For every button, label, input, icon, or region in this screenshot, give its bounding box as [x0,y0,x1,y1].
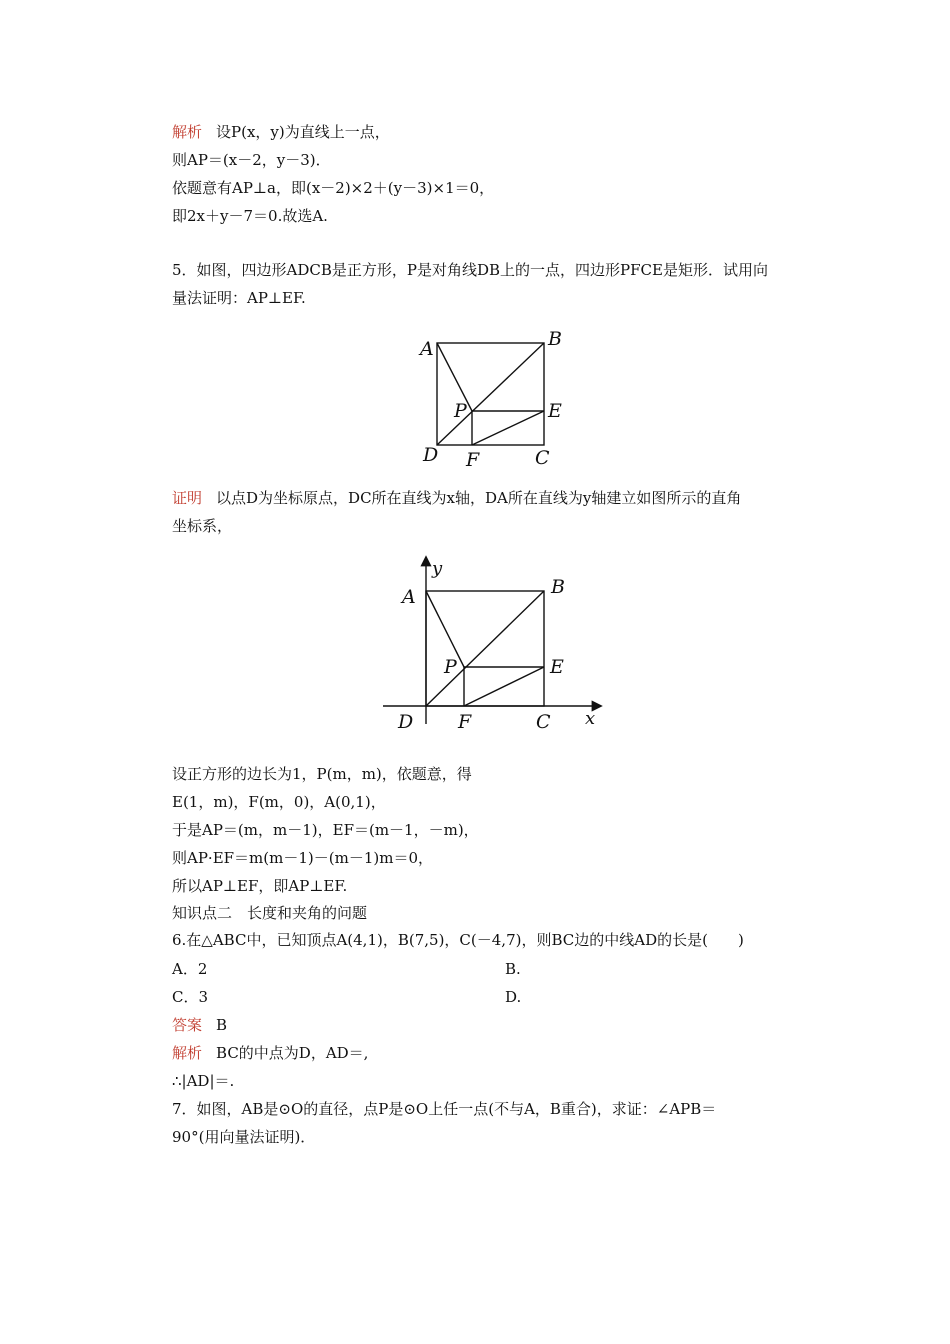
axis-label-x: x [585,708,596,729]
answer-label: 答案 [172,1016,203,1034]
label-b: B [548,328,562,350]
proof-body-line-5: 所以AP⊥EF，即AP⊥EF. [172,877,348,895]
explanation-label: 解析 [172,1044,203,1062]
proof-line-2: 坐标系， [172,517,233,535]
label-c: C [536,711,551,733]
label-b: B [551,576,565,598]
label-p: P [454,400,467,422]
text: BC的中点为D，AD＝, [216,1044,369,1062]
label-e: E [550,656,564,678]
figure-coordinate-system [368,546,618,756]
proof-body-line-1: 设正方形的边长为1，P(m，m)，依题意，得 [172,765,472,783]
knowledge-point-heading: 知识点二 长度和夹角的问题 [172,904,368,922]
explanation-line-1 [172,1042,368,1064]
label-f: F [466,449,480,471]
proof-label: 证明 [172,489,203,507]
question-7-line-2: 90°(用向量法证明)． [172,1128,316,1146]
label-a: A [402,586,416,608]
label-d: D [423,444,439,466]
label-c: C [535,447,550,469]
axis-label-y: y [432,558,443,579]
text: 以点D为坐标原点，DC所在直线为x轴，DA所在直线为y轴建立如图所示的直角 [216,489,742,507]
option-b: B. [505,960,521,978]
label-f: F [458,711,472,733]
answer-value: B [216,1016,228,1034]
option-d: D. [505,988,522,1006]
prev-explanation-line-2: 则AP＝(x－2，y－3)． [172,151,331,169]
diagonal-db [426,591,544,706]
label-e: E [548,400,562,422]
label-p: P [444,656,457,678]
diagonal-db [437,343,544,445]
prev-explanation-line-4: 即2x＋y－7＝0.故选A. [172,207,328,225]
option-c: C．3 [172,988,209,1006]
question-7-line-1: 7．如图，AB是⊙O的直径，点P是⊙O上任一点(不与A，B重合)，求证：∠APB＝ [172,1100,717,1118]
figure-square-adcb [402,316,582,476]
proof-body-line-3: 于是AP＝(m，m－1)，EF＝(m－1，－m)， [172,821,479,839]
explanation-line-2: ∴|AD|＝. [172,1072,235,1090]
prev-explanation-line-1 [172,121,390,143]
label-a: A [420,338,434,360]
question-6-stem: 6.在△ABC中，已知顶点A(4,1)，B(7,5)，C(－4,7)，则BC边的中线AD的长是( ) [172,931,744,949]
question-5-line-1: 5．如图，四边形ADCB是正方形，P是对角线DB上的一点，四边形PFCE是矩形．试用向 [172,261,768,279]
question-5-line-2: 量法证明：AP⊥EF. [172,289,306,307]
text: 设P(x，y)为直线上一点， [216,123,390,141]
label-d: D [398,711,414,733]
proof-body-line-2: E(1，m)，F(m，0)，A(0,1)， [172,793,386,811]
proof-body-line-4: 则AP·EF＝m(m－1)－(m－1)m＝0， [172,849,433,867]
segment-fe [472,411,544,445]
answer-line [172,1014,227,1036]
prev-explanation-line-3: 依题意有AP⊥a，即(x－2)×2＋(y－3)×1＝0， [172,179,495,197]
explanation-label: 解析 [172,123,203,141]
option-a: A．2 [172,960,208,978]
proof-line-1 [172,487,741,509]
segment-fe [464,667,544,706]
